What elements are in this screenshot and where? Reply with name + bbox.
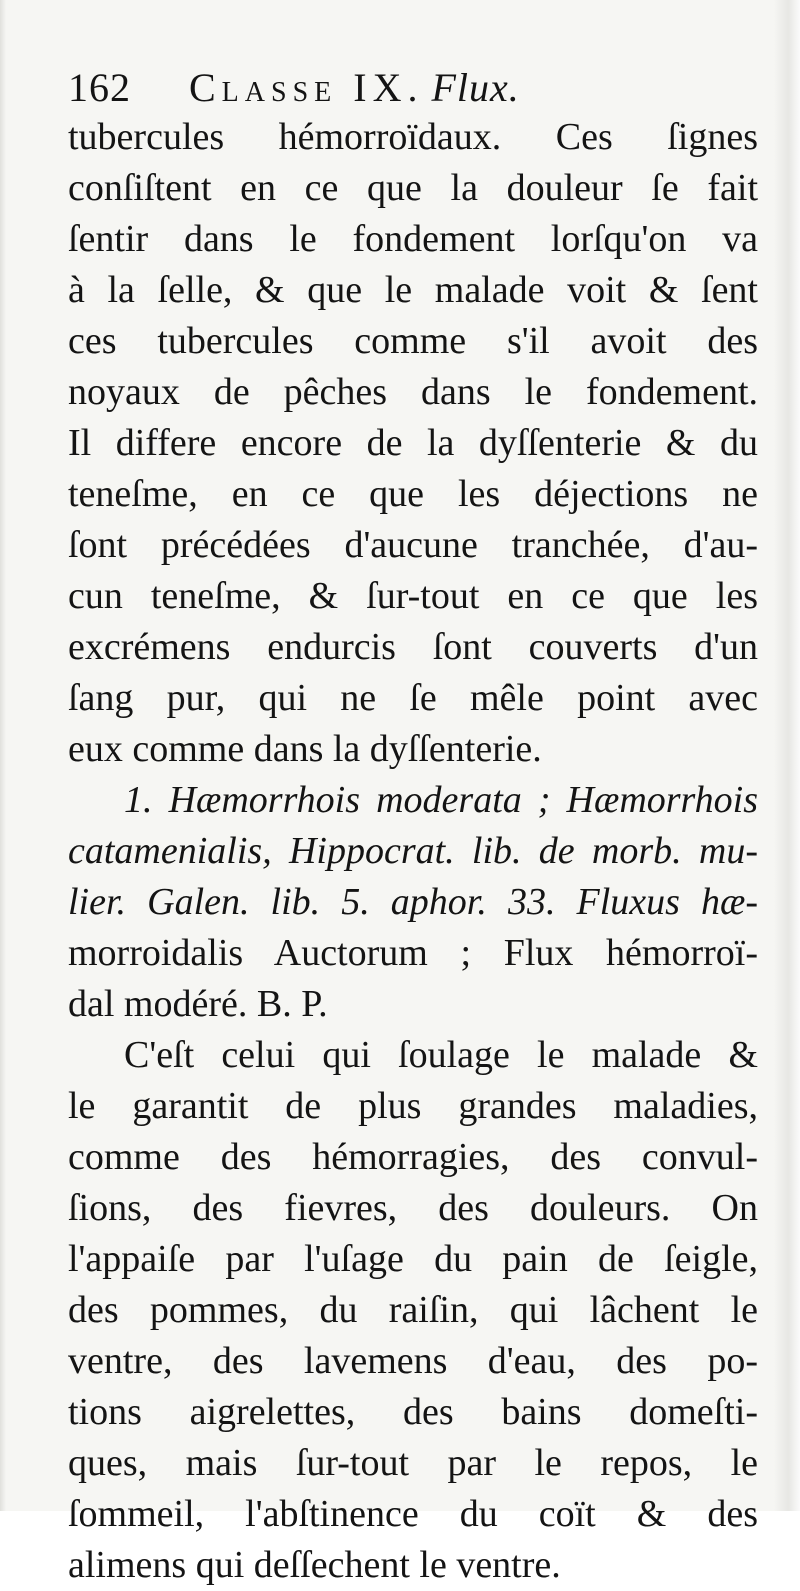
- text-line: ces tubercules comme s'il avoit des: [68, 320, 758, 362]
- text-line: le garantit de plus grandes maladies,: [68, 1085, 758, 1127]
- text-line: ſang pur, qui ne ſe mêle point avec: [68, 677, 758, 719]
- text-line: 1. Hæmorrhois moderata ; Hæmorrhois: [124, 779, 758, 821]
- text-line: tubercules hémorroïdaux. Ces ſignes: [68, 116, 758, 158]
- text-line: ſommeil, l'abſtinence du coït & des: [68, 1493, 758, 1535]
- text-line: des pommes, du raiſin, qui lâchent le: [68, 1289, 758, 1331]
- text-line: C'eſt celui qui ſoulage le malade &: [124, 1034, 758, 1076]
- page-edge: [774, 0, 800, 1511]
- text-line: cun teneſme, & ſur-tout en ce que les: [68, 575, 758, 617]
- text-line: eux comme dans la dyſſenterie.: [68, 728, 542, 770]
- text-line: ventre, des lavemens d'eau, des po-: [68, 1340, 758, 1382]
- text-line: ques, mais ſur-tout par le repos, le: [68, 1442, 758, 1484]
- running-head-section: Flux.: [431, 65, 520, 110]
- species-entry: [68, 775, 758, 1030]
- text-line: tions aigrelettes, des bains domeſti-: [68, 1391, 758, 1433]
- text-line: catamenialis, Hippocrat. lib. de morb. mu-: [68, 830, 758, 872]
- text-line: morroidalis Auctorum ; Flux hémorroï-: [68, 932, 758, 974]
- text-line: ſions, des fievres, des douleurs. On: [68, 1187, 758, 1229]
- paragraph-description: [68, 1030, 758, 1591]
- text-line: lier. Galen. lib. 5. aphor. 33. Fluxus hæ-: [68, 881, 758, 923]
- page-number: 162: [68, 65, 131, 110]
- running-head: [68, 64, 758, 112]
- paragraph-continuation: [68, 112, 758, 775]
- text-line: à la ſelle, & que le malade voit & ſent: [68, 269, 758, 311]
- text-line: dal modéré. B. P.: [68, 983, 328, 1025]
- text-line: Il differe encore de la dyſſenterie & du: [68, 422, 758, 464]
- page-text: [68, 64, 758, 1591]
- page-gutter-shadow: [0, 0, 6, 1511]
- text-line: conſiſtent en ce que la douleur ſe fait: [68, 167, 758, 209]
- text-line: ſentir dans le fondement lorſqu'on va: [68, 218, 758, 260]
- text-line: excrémens endurcis ſont couverts d'un: [68, 626, 758, 668]
- running-head-classe: Classe IX.: [189, 65, 424, 110]
- text-line: l'appaiſe par l'uſage du pain de ſeigle,: [68, 1238, 758, 1280]
- text-line: alimens qui deſſechent le ventre.: [68, 1544, 561, 1586]
- text-line: comme des hémorragies, des convul-: [68, 1136, 758, 1178]
- text-line: ſont précédées d'aucune tranchée, d'au-: [68, 524, 758, 566]
- text-line: noyaux de pêches dans le fondement.: [68, 371, 758, 413]
- text-line: teneſme, en ce que les déjections ne: [68, 473, 758, 515]
